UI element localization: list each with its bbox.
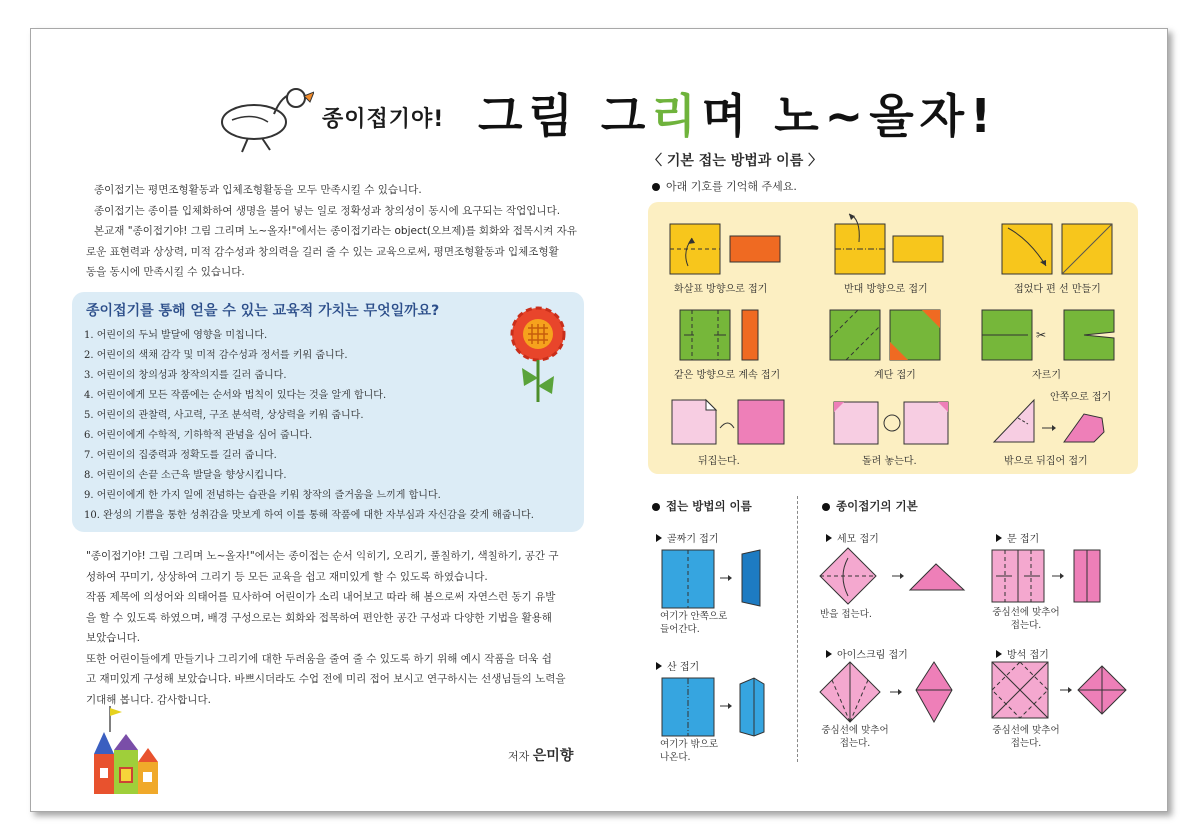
body-line: 고 재미있게 구성해 보았습니다. 바쁘시더라도 수업 전에 미리 접어 보시고 연구하시는 선생님들의 노력을 xyxy=(86,673,566,685)
list-item: 2. 어린이의 색채 감각 및 미적 감수성과 정서를 키워 줍니다. xyxy=(84,350,348,361)
triangle-icon xyxy=(656,662,662,670)
body-line: "종이접기야! 그림 그리며 노~올자!"에서는 종이접는 순서 익히기, 오리기, 풀칠하기, 색칠하기, 공간 구 xyxy=(86,550,559,562)
symbol-label: 뒤집는다. xyxy=(698,456,740,467)
symbol-label: 안쪽으로 접기 xyxy=(1050,392,1112,403)
body-line: 보았습니다. xyxy=(86,632,141,644)
page-header xyxy=(210,80,998,150)
list-item: 3. 어린이의 창의성과 창작의지를 길러 줍니다. xyxy=(84,370,287,381)
mountain-fold-label: 산 접기 xyxy=(656,658,699,673)
fold-arrow-diagram xyxy=(668,222,786,278)
list-item: 4. 어린이에게 모든 작품에는 순서와 법칙이 있다는 것을 알게 합니다. xyxy=(84,390,387,401)
door-fold-diagram xyxy=(990,548,1104,604)
step-fold-diagram xyxy=(828,308,946,364)
list-item: 9. 어린이에게 한 가지 일에 전념하는 습관을 키워 창작의 즐거움을 느끼게 합니다. xyxy=(84,490,441,501)
fold-symbols-panel xyxy=(648,202,1138,474)
triangle-icon xyxy=(826,650,832,658)
mountain-fold-diagram xyxy=(660,676,770,738)
body-line: 성하여 꾸미기, 상상하여 그리기 등 모든 교육을 쉽고 재미있게 할 수 있도록 하였습니다. xyxy=(86,570,488,583)
symbol-label: 같은 방향으로 계속 접기 xyxy=(674,370,781,381)
list-item: 5. 어린이의 관찰력, 사고력, 구조 분석력, 상상력을 키워 줍니다. xyxy=(84,410,364,421)
cushion-fold-note: 중심선에 맞추어 접는다. xyxy=(992,725,1060,749)
author-label: 저자 xyxy=(508,750,530,763)
triangle-fold-note: 반을 접는다. xyxy=(820,609,872,620)
continuous-fold-diagram xyxy=(678,308,768,364)
title-part1: 그림 그 xyxy=(478,89,652,143)
list-item: 7. 어린이의 집중력과 정확도를 길러 줍니다. xyxy=(84,450,277,461)
list-item: 10. 완성의 기쁨을 통한 성취감을 맛보게 하여 이를 통해 작품에 대한 자부심과 자신감을 갖게 해줍니다. xyxy=(84,510,534,521)
cushion-fold-label: 방석 접기 xyxy=(996,646,1049,661)
valley-fold-diagram xyxy=(660,548,770,610)
values-list xyxy=(84,326,534,526)
body-text xyxy=(86,546,586,710)
values-title: 종이접기를 통해 얻을 수 있는 교육적 가치는 무엇일까요? xyxy=(86,303,440,319)
author-name: 은미향 xyxy=(532,748,574,764)
author xyxy=(508,745,573,765)
intro-line: 본교재 "종이접기야! 그림 그리며 노~올자!"에서는 종이접기라는 object(오브제)를 회화와 접목시켜 자유 xyxy=(94,225,577,237)
subtitle: 종이접기야! xyxy=(322,107,445,132)
castle-illustration xyxy=(88,704,168,798)
symbol-label: 돌려 놓는다. xyxy=(862,456,917,467)
list-item: 1. 어린이의 두뇌 발달에 영향을 미칩니다. xyxy=(84,330,268,341)
icecream-fold-label: 아이스크림 접기 xyxy=(826,646,908,661)
triangle-fold-label: 세모 접기 xyxy=(826,530,879,545)
bullet-icon xyxy=(652,183,660,191)
fold-names-title: 접는 방법의 이름 xyxy=(652,498,752,514)
triangle-icon xyxy=(996,650,1002,658)
bullet-icon xyxy=(652,503,660,511)
symbol-label: 반대 방향으로 접기 xyxy=(844,284,928,295)
rotate-diagram xyxy=(832,398,950,448)
valley-fold-note: 여기가 안쪽으로 들어간다. xyxy=(660,611,728,635)
intro-line: 로운 표현력과 상상력, 미적 감수성과 창의력을 길러 줄 수 있는 교육으로써, 평면조형활동과 입체조형활 xyxy=(86,245,559,258)
triangle-icon xyxy=(826,534,832,542)
list-item: 8. 어린이의 손끝 소근육 발달을 향상시킵니다. xyxy=(84,470,287,481)
intro-line: 종이접기는 종이를 입체화하여 생명을 불어 넣는 일로 정확성과 창의성이 동시에 요구되는 작업입니다. xyxy=(94,204,561,217)
symbols-note-text: 아래 기호를 기억해 주세요. xyxy=(666,180,797,193)
basics-title: 종이접기의 기본 xyxy=(822,498,918,514)
door-fold-label: 문 접기 xyxy=(996,530,1039,545)
symbol-label: 밖으로 뒤집어 접기 xyxy=(1004,456,1088,467)
triangle-icon xyxy=(656,534,662,542)
title-part2: 리 xyxy=(651,89,702,143)
symbols-note xyxy=(652,178,797,194)
mountain-fold-note: 여기가 밖으로 나온다. xyxy=(660,739,719,763)
icecream-fold-diagram xyxy=(818,660,968,726)
intro-text xyxy=(86,180,586,283)
sunflower-illustration xyxy=(508,302,568,406)
symbol-label: 화살표 방향으로 접기 xyxy=(674,284,768,295)
symbol-label: 계단 접기 xyxy=(874,370,916,381)
reverse-fold-diagram xyxy=(833,212,951,278)
page-title xyxy=(478,80,997,146)
list-item: 6. 어린이에게 수학적, 기하학적 관념을 심어 줍니다. xyxy=(84,430,313,441)
body-line: 기대해 봅니다. 감사합니다. xyxy=(86,693,211,706)
body-line: 작품 제목에 의성어와 의태어를 묘사하여 어린이가 소리 내어보고 따라 해 봄으로써 자연스런 동기 유발 xyxy=(86,591,556,603)
title-part3: 며 노~올자! xyxy=(701,89,998,143)
body-line: 또한 어린이들에게 만들기나 그리기에 대한 두려움을 줄여 줄 수 있도록 하기 위해 예시 작품을 더욱 쉽 xyxy=(86,652,552,665)
intro-line: 동을 동시에 만족시킬 수 있습니다. xyxy=(86,266,245,278)
icecream-fold-note: 중심선에 맞추어 접는다. xyxy=(821,725,889,749)
bullet-icon xyxy=(822,503,830,511)
cushion-fold-diagram xyxy=(990,660,1130,722)
triangle-fold-diagram xyxy=(818,546,968,608)
crease-diagram xyxy=(1000,222,1118,278)
values-box xyxy=(72,292,584,532)
intro-line: 종이접기는 평면조형활동과 입체조형활동을 모두 만족시킬 수 있습니다. xyxy=(94,184,422,196)
body-line: 을 할 수 있도록 하였으며, 배경 구성으로는 회화와 접목하여 편안한 공간 구성과 다양한 기법을 활용해 xyxy=(86,611,552,624)
cut-diagram xyxy=(980,308,1120,364)
valley-fold-label: 골짜기 접기 xyxy=(656,530,718,545)
svg-text:✂: ✂ xyxy=(1036,328,1047,342)
symbol-label: 자르기 xyxy=(1032,370,1061,381)
triangle-icon xyxy=(996,534,1002,542)
symbol-label: 접었다 편 선 만들기 xyxy=(1014,284,1101,295)
flip-over-diagram xyxy=(670,398,788,448)
door-fold-note: 중심선에 맞추어 접는다. xyxy=(992,607,1060,631)
column-divider xyxy=(797,496,798,762)
section-title: 〈 기본 접는 방법과 이름 〉 xyxy=(648,153,823,169)
